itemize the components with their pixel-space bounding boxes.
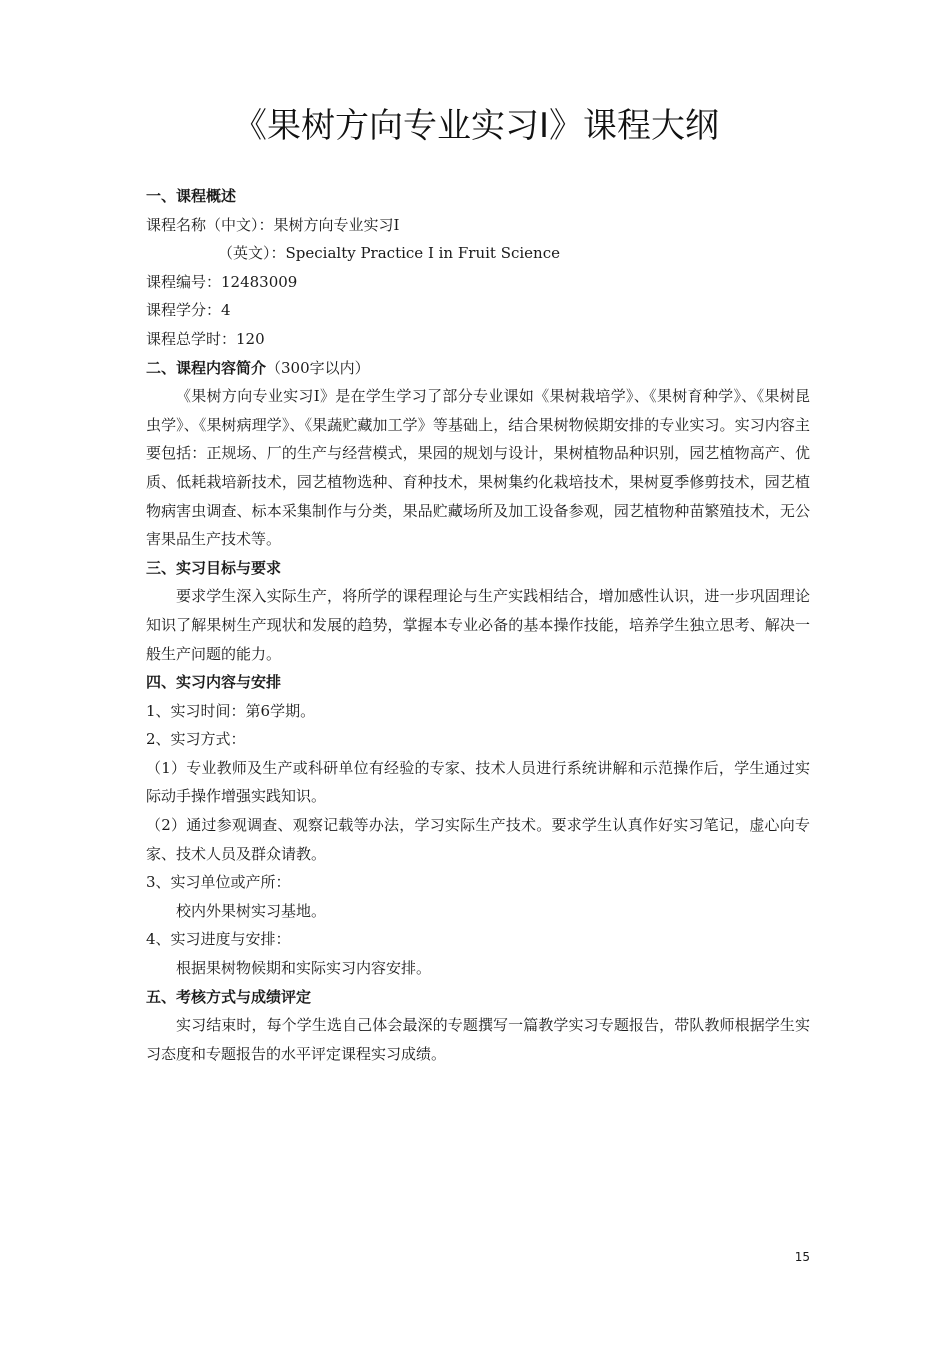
- document-body: [146, 182, 810, 1068]
- section-1-heading: 一、课程概述: [146, 187, 237, 205]
- practice-method-2: （2）通过参观调查、观察记载等办法，学习实际生产技术。要求学生认真作好实习笔记，虚心向专家、技术人员及群众请教。: [146, 816, 810, 863]
- practice-time: 1、实习时间：第6学期。: [146, 701, 316, 720]
- practice-schedule: 4、实习进度与安排：: [146, 930, 291, 949]
- section-3-heading: 三、实习目标与要求: [146, 558, 282, 577]
- section-5-body: 实习结束时，每个学生选自己体会最深的专题撰写一篇教学实习专题报告，带队教师根据学生实习态度和专题报告的水平评定课程实习成绩。: [146, 1016, 810, 1063]
- course-name-cn: 课程名称（中文）：果树方向专业实习Ⅰ: [146, 215, 400, 234]
- practice-place: 3、实习单位或产所：: [146, 873, 291, 892]
- document-title: 《果树方向专业实习Ⅰ》课程大纲: [232, 106, 720, 146]
- course-code: 课程编号：12483009: [146, 272, 298, 291]
- course-name-en: （英文）：Specialty Practice Ⅰ in Fruit Science: [218, 244, 560, 263]
- practice-place-detail: 校内外果树实习基地。: [176, 901, 327, 920]
- section-5-heading: 五、考核方式与成绩评定: [146, 987, 312, 1006]
- section-2-heading: [146, 354, 810, 383]
- section-4-heading: 四、实习内容与安排: [146, 673, 282, 692]
- practice-method-1: （1）专业教师及生产或科研单位有经验的专家、技术人员进行系统讲解和示范操作后，学生通过实际动手操作增强实践知识。: [146, 758, 810, 806]
- page-number: 15: [794, 1250, 810, 1264]
- practice-method: 2、实习方式：: [146, 730, 246, 749]
- section-3-body: 要求学生深入实际生产，将所学的课程理论与生产实践相结合，增加感性认识，进一步巩固理论知识了解果树生产现状和发展的趋势，掌握本专业必备的基本操作技能，培养学生独立思考、解决一般生产问题的能力。: [146, 587, 810, 663]
- practice-schedule-detail: 根据果树物候期和实际实习内容安排。: [176, 959, 432, 978]
- course-credit: 课程学分：4: [146, 301, 231, 320]
- section-2-note: （300字以内）: [266, 358, 370, 377]
- section-2-body: 《果树方向专业实习Ⅰ》是在学生学习了部分专业课如《果树栽培学》、《果树育种学》、《果树昆虫学》、《果树病理学》、《果蔬贮藏加工学》等基础上，结合果树物候期安排的专业实习。实习内容主要包括：正规场、厂的生产与经营模式，果园的规划与设计，果树植物品种识别，园艺植物高产、优质、低耗栽培新技术，园艺植物选种、育种技术，果树集约化栽培技术，果树夏季修剪技术，园艺植物病害虫调查、标本采集制作与分类，果品贮藏场所及加工设备参观，园艺植物种苗繁殖技术，无公害果品生产技术等。: [146, 387, 810, 549]
- section-2-heading-text: 二、课程内容简介: [146, 358, 267, 377]
- course-hours: 课程总学时：120: [146, 329, 265, 348]
